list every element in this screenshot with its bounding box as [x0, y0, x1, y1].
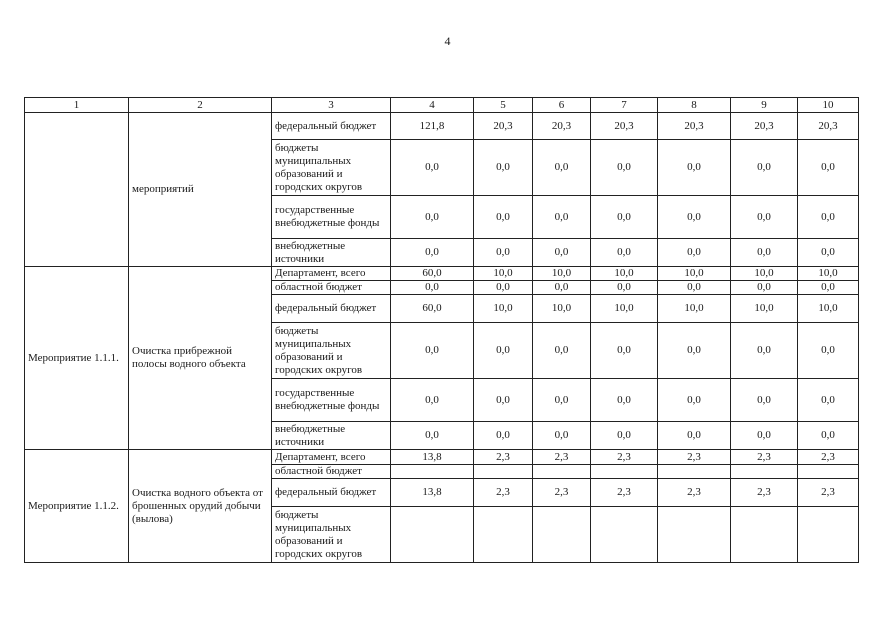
value-cell: 60,0: [391, 295, 474, 323]
value-cell: 2,3: [591, 450, 658, 465]
value-cell: 10,0: [474, 295, 533, 323]
column-header: 7: [591, 98, 658, 113]
value-cell: 2,3: [591, 479, 658, 507]
value-cell: 13,8: [391, 479, 474, 507]
activity-code-cell: Мероприятие 1.1.1.: [25, 267, 129, 450]
value-cell: 10,0: [658, 267, 731, 281]
activity-name-cell: мероприятий: [129, 113, 272, 267]
header-row: [25, 98, 859, 113]
value-cell: 2,3: [474, 479, 533, 507]
column-header: 4: [391, 98, 474, 113]
value-cell: 0,0: [391, 379, 474, 422]
funding-source-cell: Департамент, всего: [272, 267, 391, 281]
value-cell: 0,0: [391, 281, 474, 295]
value-cell: 0,0: [798, 379, 859, 422]
value-cell: 20,3: [731, 113, 798, 140]
value-cell: [533, 507, 591, 563]
value-cell: 20,3: [533, 113, 591, 140]
value-cell: 0,0: [533, 140, 591, 196]
column-header: 5: [474, 98, 533, 113]
value-cell: 10,0: [731, 267, 798, 281]
value-cell: [658, 465, 731, 479]
value-cell: 0,0: [658, 140, 731, 196]
column-header: 9: [731, 98, 798, 113]
funding-source-cell: Департамент, всего: [272, 450, 391, 465]
value-cell: 0,0: [474, 239, 533, 267]
funding-source-cell: бюджеты муниципальных образований и городских округов: [272, 323, 391, 379]
value-cell: 0,0: [474, 422, 533, 450]
column-header: 10: [798, 98, 859, 113]
value-cell: 0,0: [474, 196, 533, 239]
value-cell: 2,3: [474, 450, 533, 465]
value-cell: 0,0: [474, 281, 533, 295]
column-header: 2: [129, 98, 272, 113]
value-cell: 0,0: [591, 281, 658, 295]
value-cell: 0,0: [731, 239, 798, 267]
value-cell: 2,3: [731, 450, 798, 465]
value-cell: 0,0: [658, 239, 731, 267]
value-cell: 0,0: [591, 140, 658, 196]
activity-code-cell: [25, 113, 129, 267]
value-cell: 0,0: [391, 196, 474, 239]
value-cell: 0,0: [731, 140, 798, 196]
funding-source-cell: внебюджетные источники: [272, 422, 391, 450]
funding-source-cell: государственные внебюджетные фонды: [272, 379, 391, 422]
value-cell: 0,0: [391, 422, 474, 450]
funding-source-cell: федеральный бюджет: [272, 113, 391, 140]
value-cell: [658, 507, 731, 563]
value-cell: 2,3: [533, 479, 591, 507]
value-cell: 2,3: [798, 479, 859, 507]
value-cell: 20,3: [658, 113, 731, 140]
value-cell: 2,3: [658, 479, 731, 507]
value-cell: 0,0: [731, 281, 798, 295]
value-cell: 20,3: [474, 113, 533, 140]
value-cell: 0,0: [591, 323, 658, 379]
value-cell: 0,0: [658, 422, 731, 450]
value-cell: 0,0: [533, 422, 591, 450]
value-cell: 0,0: [731, 422, 798, 450]
table-row: [25, 450, 859, 465]
value-cell: 10,0: [591, 267, 658, 281]
value-cell: 10,0: [731, 295, 798, 323]
table-row: [25, 113, 859, 140]
value-cell: [591, 507, 658, 563]
funding-source-cell: федеральный бюджет: [272, 295, 391, 323]
page-number: 4: [444, 34, 451, 48]
column-header: 3: [272, 98, 391, 113]
column-header: 1: [25, 98, 129, 113]
value-cell: 10,0: [591, 295, 658, 323]
funding-source-cell: федеральный бюджет: [272, 479, 391, 507]
value-cell: 0,0: [391, 239, 474, 267]
value-cell: 0,0: [731, 196, 798, 239]
value-cell: 0,0: [658, 379, 731, 422]
value-cell: 0,0: [798, 281, 859, 295]
value-cell: 0,0: [658, 281, 731, 295]
column-header: 8: [658, 98, 731, 113]
value-cell: [533, 465, 591, 479]
value-cell: 2,3: [658, 450, 731, 465]
value-cell: [391, 507, 474, 563]
value-cell: 20,3: [798, 113, 859, 140]
value-cell: 0,0: [658, 196, 731, 239]
value-cell: 0,0: [533, 379, 591, 422]
budget-table: [24, 97, 859, 563]
value-cell: 0,0: [533, 281, 591, 295]
value-cell: 2,3: [533, 450, 591, 465]
funding-source-cell: государственные внебюджетные фонды: [272, 196, 391, 239]
funding-source-cell: бюджеты муниципальных образований и городских округов: [272, 140, 391, 196]
value-cell: 0,0: [533, 196, 591, 239]
value-cell: 10,0: [798, 295, 859, 323]
value-cell: 10,0: [533, 295, 591, 323]
funding-source-cell: областной бюджет: [272, 465, 391, 479]
value-cell: 0,0: [798, 422, 859, 450]
funding-source-cell: областной бюджет: [272, 281, 391, 295]
value-cell: 0,0: [658, 323, 731, 379]
column-header: 6: [533, 98, 591, 113]
table-row: [25, 267, 859, 281]
value-cell: 10,0: [798, 267, 859, 281]
table-body: [25, 113, 859, 563]
value-cell: 0,0: [391, 140, 474, 196]
value-cell: 0,0: [591, 196, 658, 239]
activity-name-cell: Очистка прибрежной полосы водного объекта: [129, 267, 272, 450]
value-cell: 2,3: [731, 479, 798, 507]
value-cell: [731, 507, 798, 563]
value-cell: 121,8: [391, 113, 474, 140]
value-cell: 0,0: [474, 140, 533, 196]
value-cell: 20,3: [591, 113, 658, 140]
value-cell: 0,0: [798, 140, 859, 196]
value-cell: 0,0: [591, 422, 658, 450]
funding-source-cell: бюджеты муниципальных образований и городских округов: [272, 507, 391, 563]
value-cell: [798, 507, 859, 563]
value-cell: [474, 507, 533, 563]
value-cell: [731, 465, 798, 479]
value-cell: [391, 465, 474, 479]
value-cell: 0,0: [731, 379, 798, 422]
value-cell: 0,0: [591, 379, 658, 422]
value-cell: 0,0: [391, 323, 474, 379]
value-cell: 2,3: [798, 450, 859, 465]
value-cell: [798, 465, 859, 479]
value-cell: [591, 465, 658, 479]
value-cell: 60,0: [391, 267, 474, 281]
value-cell: 0,0: [591, 239, 658, 267]
value-cell: 0,0: [474, 379, 533, 422]
value-cell: 10,0: [533, 267, 591, 281]
funding-source-cell: внебюджетные источники: [272, 239, 391, 267]
value-cell: 10,0: [474, 267, 533, 281]
activity-code-cell: Мероприятие 1.1.2.: [25, 450, 129, 563]
value-cell: 0,0: [731, 323, 798, 379]
activity-name-cell: Очистка водного объекта от брошенных орудий добычи (вылова): [129, 450, 272, 563]
value-cell: 10,0: [658, 295, 731, 323]
value-cell: 13,8: [391, 450, 474, 465]
value-cell: 0,0: [798, 239, 859, 267]
value-cell: 0,0: [533, 239, 591, 267]
value-cell: 0,0: [533, 323, 591, 379]
value-cell: [474, 465, 533, 479]
value-cell: 0,0: [474, 323, 533, 379]
value-cell: 0,0: [798, 196, 859, 239]
value-cell: 0,0: [798, 323, 859, 379]
